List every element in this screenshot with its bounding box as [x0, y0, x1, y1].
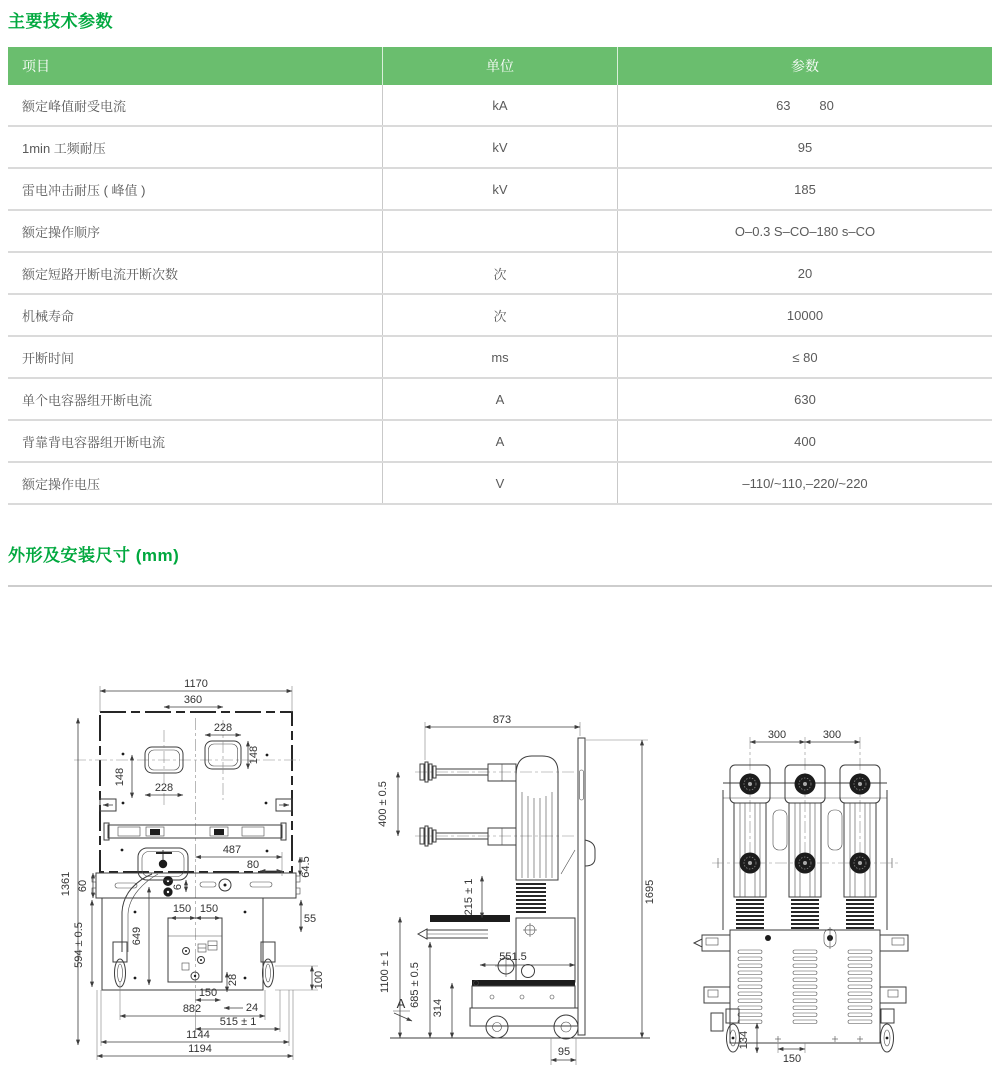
- cell-value: 10000: [618, 294, 993, 336]
- dim-label: 6: [172, 883, 184, 891]
- front-outline: [74, 712, 300, 1008]
- dim-label: 215 ± 1: [463, 878, 475, 916]
- cell-value: 95: [618, 126, 993, 168]
- dim-label: 1194: [188, 1043, 212, 1055]
- cell-unit: A: [383, 378, 618, 420]
- cell-value: –110/~110,–220/~220: [618, 462, 993, 504]
- dim-label: 515 ± 1: [219, 1016, 257, 1028]
- dim-label: 24: [245, 1002, 259, 1014]
- header-row: [8, 47, 992, 85]
- dim-label: 1170: [184, 678, 208, 690]
- table-row: [8, 294, 992, 336]
- cell-item: 额定操作顺序: [8, 210, 383, 252]
- table-row: [8, 462, 992, 504]
- cell-unit: ms: [383, 336, 618, 378]
- dim-label: 1144: [186, 1029, 210, 1041]
- dim-label: 551.5: [499, 951, 527, 963]
- table-row: [8, 378, 992, 420]
- section-title-dimensions: 外形及安装尺寸 (mm): [8, 546, 180, 565]
- cell-item: 额定操作电压: [8, 462, 383, 504]
- cell-item: 背靠背电容器组开断电流: [8, 420, 383, 462]
- rear-cabinet: [694, 927, 908, 1043]
- dim-label: 150: [172, 903, 192, 915]
- view-label-a: A: [396, 996, 406, 1011]
- dim-label: 360: [183, 694, 203, 706]
- front-lower-cabinet: [102, 848, 263, 990]
- cell-value: O–0.3 S–CO–180 s–CO: [618, 210, 993, 252]
- dim-label: 300: [822, 729, 842, 741]
- dim-label: 594 ± 0.5: [73, 922, 85, 968]
- cell-item: 1min 工频耐压: [8, 126, 383, 168]
- dim-label: 873: [492, 714, 512, 726]
- dim-label: 1361: [60, 871, 72, 897]
- side-slide-arm: [418, 915, 510, 939]
- cell-item: 单个电容器组开断电流: [8, 378, 383, 420]
- col-header-item: 项目: [8, 47, 383, 85]
- section-divider: [8, 585, 992, 587]
- side-pole-body: [495, 756, 575, 982]
- front-view-drawing: [60, 660, 350, 1065]
- dim-label: 150: [198, 987, 218, 999]
- side-view-drawing: [370, 680, 670, 1085]
- table-row: [8, 126, 992, 168]
- cell-item: 开断时间: [8, 336, 383, 378]
- rear-heatsinks: [736, 900, 874, 928]
- dim-label: 400 ± 0.5: [377, 781, 389, 827]
- front-chassis: [92, 873, 300, 898]
- dim-label: 649: [131, 926, 143, 946]
- dim-label: 80: [246, 859, 260, 871]
- table-row: [8, 336, 992, 378]
- cell-unit: 次: [383, 252, 618, 294]
- cell-item: 机械寿命: [8, 294, 383, 336]
- table-row: [8, 210, 992, 252]
- dim-label: 228: [154, 782, 174, 794]
- table-row: [8, 420, 992, 462]
- dim-label: 228: [213, 722, 233, 734]
- cell-item: 额定峰值耐受电流: [8, 85, 383, 126]
- dim-label: 300: [767, 729, 787, 741]
- dim-label: 95: [557, 1046, 571, 1058]
- rear-view-drawing: [690, 695, 935, 1080]
- table-row: [8, 252, 992, 294]
- side-frame-plate: [561, 738, 595, 1035]
- cell-unit: kV: [383, 168, 618, 210]
- dim-label: 1100 ± 1: [379, 951, 391, 993]
- cell-value: 630: [618, 378, 993, 420]
- dim-label: 685 ± 0.5: [409, 962, 421, 1008]
- front-mechanism-strip: [104, 823, 286, 840]
- dim-label: 314: [432, 998, 444, 1018]
- dim-label: 882: [182, 1003, 202, 1015]
- cell-unit: kV: [383, 126, 618, 168]
- cell-item: 雷电冲击耐压 ( 峰值 ): [8, 168, 383, 210]
- cell-value: 185: [618, 168, 993, 210]
- dim-label: 134: [738, 1030, 750, 1050]
- dim-label: 1695: [644, 879, 656, 905]
- cell-unit: A: [383, 420, 618, 462]
- dim-label: 148: [114, 767, 126, 787]
- cell-unit: [383, 210, 618, 252]
- side-shelf-base: [390, 980, 650, 1039]
- dim-label: 100: [313, 970, 325, 990]
- side-spring: [516, 884, 546, 912]
- dim-label: 28: [227, 973, 239, 987]
- dim-label: 64.5: [300, 856, 312, 878]
- cell-value: 63 80: [618, 85, 993, 126]
- cell-unit: V: [383, 462, 618, 504]
- side-bushings: [415, 762, 575, 846]
- col-header-value: 参数: [618, 47, 993, 85]
- table-row: [8, 168, 992, 210]
- cell-value: ≤ 80: [618, 336, 993, 378]
- section-title-main-params: 主要技术参数: [8, 12, 113, 31]
- rear-vents: [738, 950, 872, 1024]
- cell-item: 额定短路开断电流开断次数: [8, 252, 383, 294]
- dim-label: 55: [303, 913, 317, 925]
- cell-value: 400: [618, 420, 993, 462]
- table-row: [8, 85, 992, 126]
- params-table: [8, 47, 992, 505]
- dim-label: 150: [782, 1053, 802, 1065]
- dim-label: 487: [222, 844, 242, 856]
- cell-value: 20: [618, 252, 993, 294]
- cell-unit: kA: [383, 85, 618, 126]
- dim-label: 150: [199, 903, 219, 915]
- cell-unit: 次: [383, 294, 618, 336]
- params-table-header: [8, 47, 992, 85]
- dim-label: 148: [248, 745, 260, 765]
- dim-label: 60: [77, 879, 89, 893]
- col-header-unit: 单位: [383, 47, 618, 85]
